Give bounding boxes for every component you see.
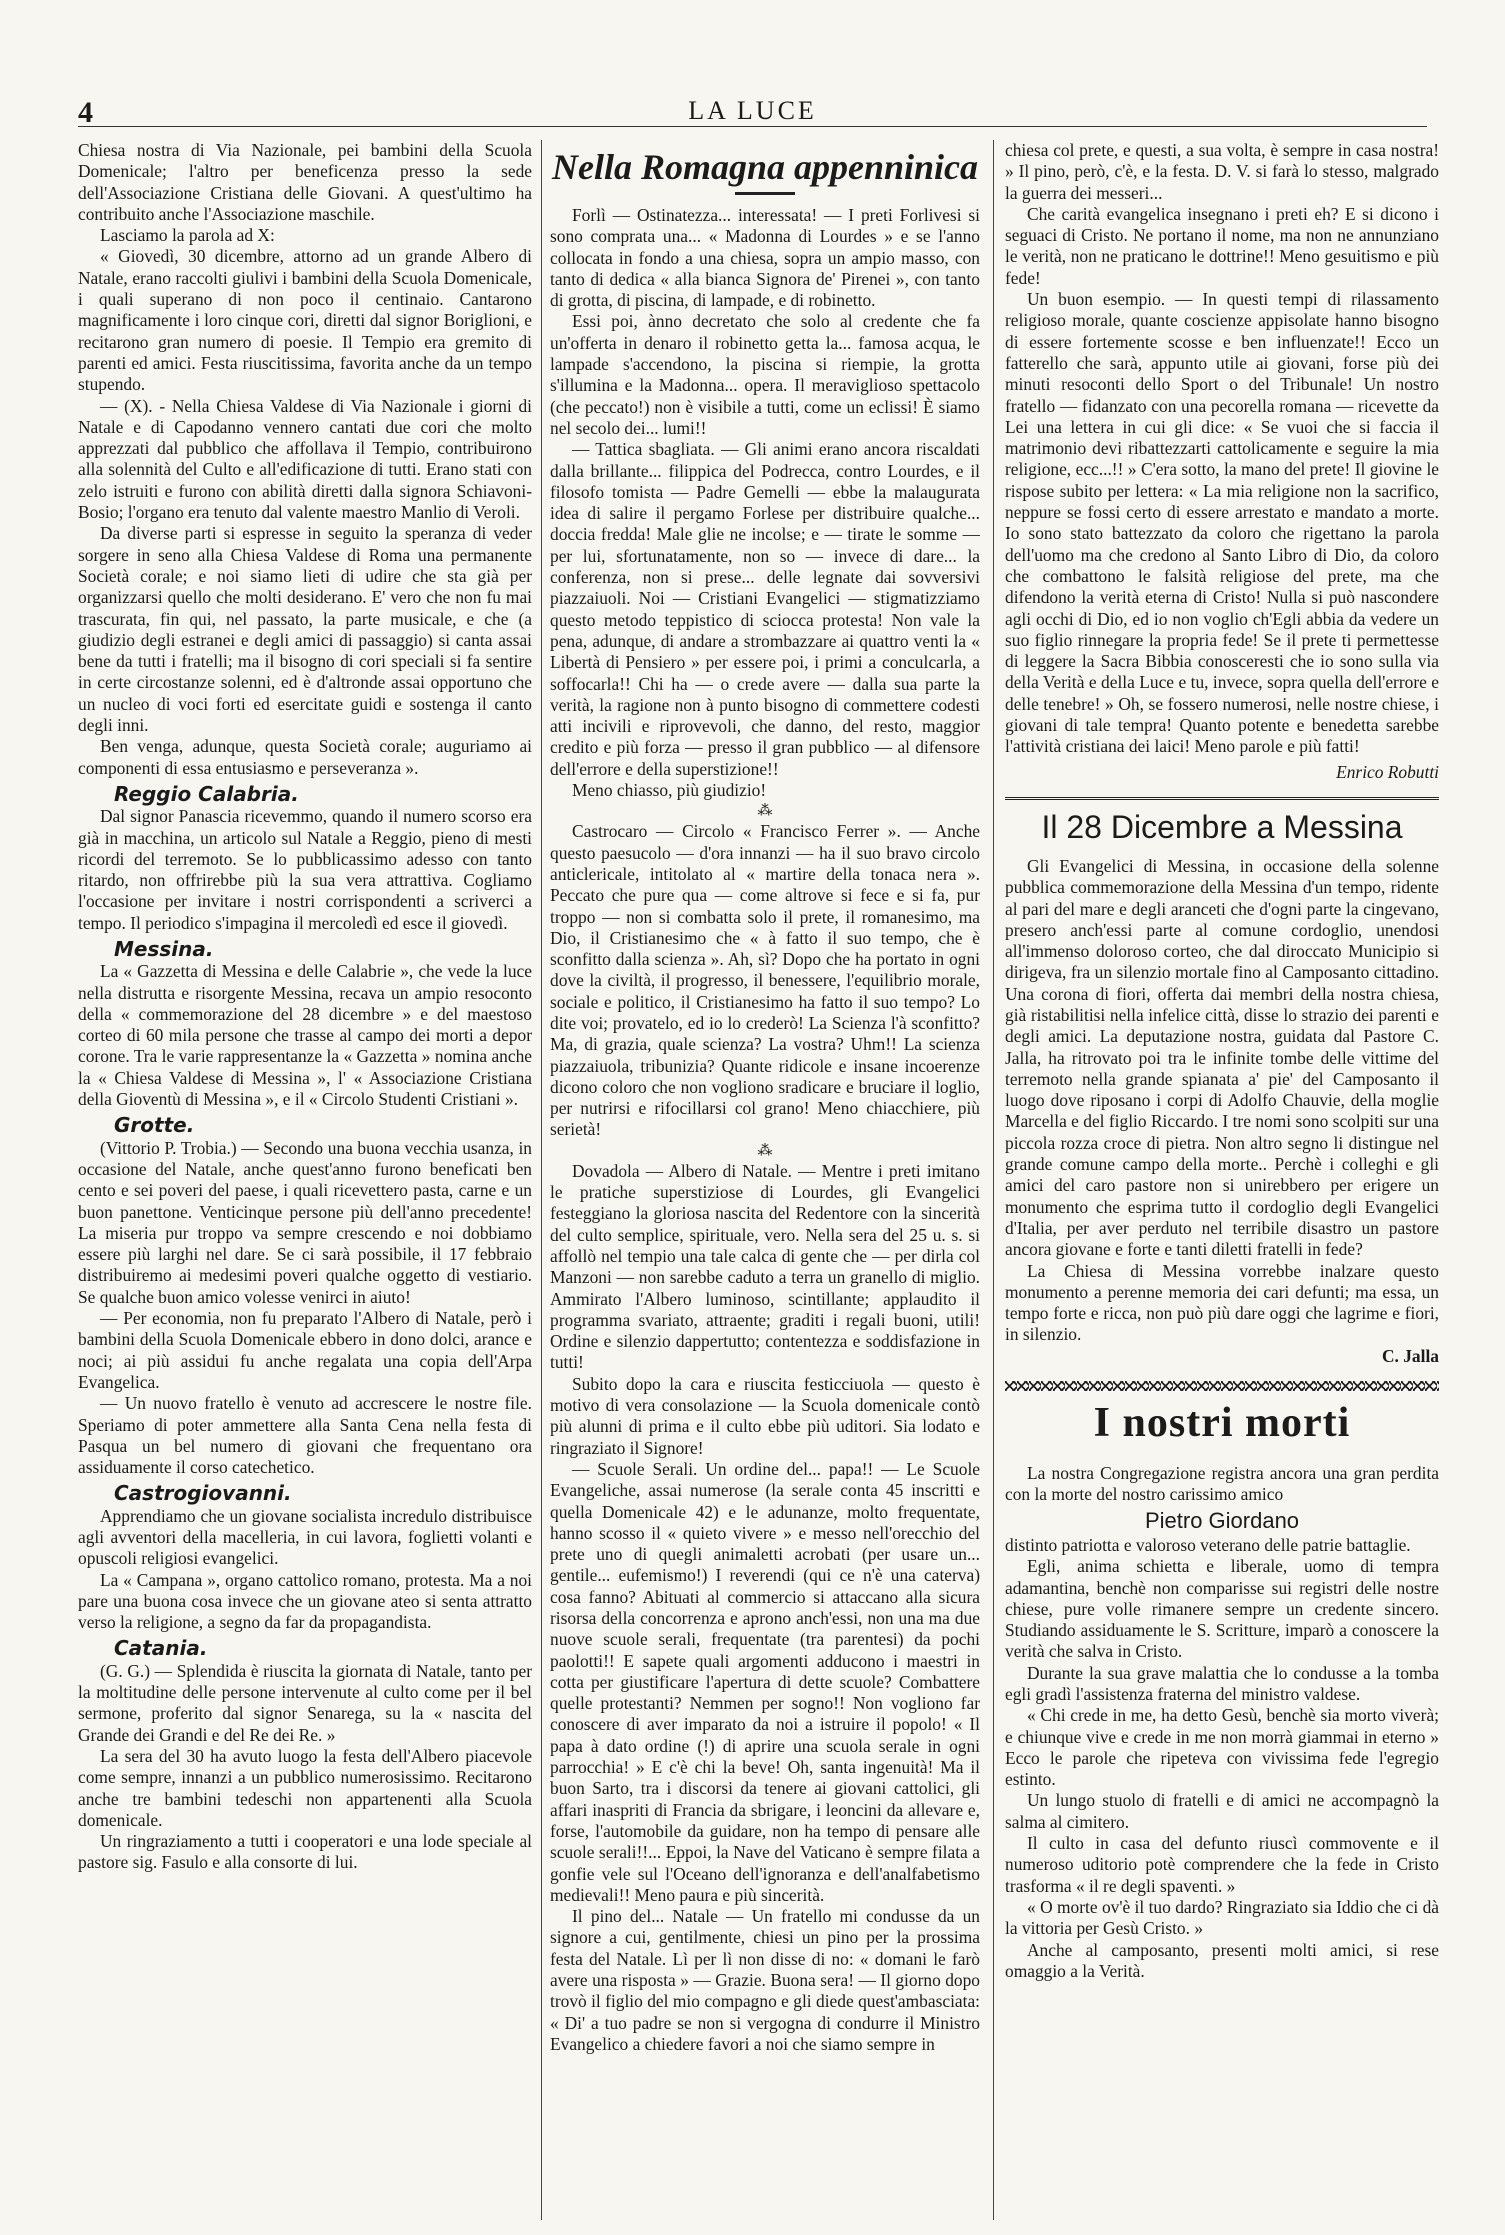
paragraph: — (X). - Nella Chiesa Valdese di Via Nazionale i giorni di Natale e di Capodanno vennero cantati due cori che molto apprezzati dal pubblico che affollava il Tempio, contribuirono alla solennità del Culto e all'edificazione di tutti. Erano stati con zelo istruiti e furono con abilità diretti dalla signora Schiavoni-Bosio; l'organo era tenuto dal valente maestro Manlio di Veroli. [78,395,532,523]
asterism-divider: ⁂ [757,803,773,820]
paragraph: Dal signor Panascia ricevemmo, quando il numero scorso era già in macchina, un articolo sul Natale a Reggio, pieno di mesti ricordi del terremoto. Se lo pubblicassimo adesso con tanto ritardo, non offrirebbe più la sua vera attrattiva. Cogliamo l'occasione per invitare i nostri corrispondenti a scriverci a tempo. Il periodico s'impagina il mercoledì ed esce il giovedì. [78,806,532,933]
paragraph: La « Gazzetta di Messina e delle Calabrie », che vede la luce nella distrutta e risorgente Messina, recava un ampio resoconto della « commemorazione del 28 dicembre » e del maestoso corteo di 60 mila persone che trasse al campo dei morti a depor corone. Tra le varie rappresentanze la « Gazzetta » nomina anche la « Chiesa Valdese di Messina », l' « Associazione Cristiana della Gioventù di Messina », e il « Circolo Studenti Cristiani ». [78,961,532,1110]
paragraph: Un lungo stuolo di fratelli e di amici ne accompagnò la salma al cimitero. [1005,1790,1439,1832]
page-header [78,96,1427,136]
paragraph: — Per economia, non fu preparato l'Albero di Natale, però i bambini della Scuola Domenicale ebbero in dono dolci, arance e noci; ai più assidui fu anche regalata una copia dell'Arpa Evangelica. [78,1308,532,1392]
paragraph: (Vittorio P. Trobia.) — Secondo una buona vecchia usanza, in occasione del Natale, anche quest'anno furono beneficati ben cento e sei poveri del paese, i quali ricevettero pasta, carne e un buon panettone. Venticinque persone più dell'anno precedente! La miseria pur troppo va sempre crescendo e noi dobbiamo essere più larghi nel dare. Se ci sarà possibile, il 17 febbraio distribuiremo ai medesimi poveri qualche oggetto di vestiario. Se qualche buon amico volesse venirci in aiuto! [78,1137,532,1307]
paragraph: chiesa col prete, e questi, a sua volta, è sempre in casa nostra! » Il pino, però, c'è, e la festa. D. V. si farà lo stesso, malgrado la guerra dei messeri... [1005,140,1439,203]
paragraph: Anche al camposanto, presenti molti amici, si rese omaggio a la Verità. [1005,1939,1439,1981]
paragraph: Forlì — Ostinatezza... interessata! — I preti Forlivesi si sono comprata una... « Madonna di Lourdes » e se l'anno collocata in fondo a una chiesa, sopra un ampio masso, con tanto di dedica « alla bianca Signora de' Pirenei », con tanto di grotta, di piscina, di lampade, e di robinetto. [550,205,980,311]
column-3 [1005,140,1439,2220]
section-subheading: Grotte. [114,1113,195,1138]
paragraph: — Scuole Serali. Un ordine del... papa!! — Le Scuole Evangeliche, assai numerose (la serale conta 45 inscritti e quella Domenicale 42) e le adunanze, molto frequentate, hanno scosso il « quieto vivere » e messo nell'orecchio del prete uno di quegli animaletti acrobati (per usare un... gentile... eufemismo!) I reverendi (qui ce n'è una caterva) cosa fanno? Abituati al commercio si attaccano alla sicura risorsa della concorrenza e aprono anch'essi, non una ma due nuove scuole serali, frequentate (tra parentesi) da pochi paolotti!! E sapete quali argomenti adducono i maestri in cotta per giustificare l'apertura di dette scuole? Combattere quelle protestanti? Nemmen per sogno!! Non vogliono far conoscere di aver imparato da noi a istruire il popolo! « Il papa à dato ordine (!) di aprire una scuola serale in ogni parrocchia! » E c'è chi la beve! Oh, santa ingenuità! Ma il buon Sarto, tra i discorsi da tenere ai giovani cattolici, gli affari inaspriti di Francia da sbrigare, i leoncini da allevare e, forse, l'automobile da guidare, non ha tempo di pensare alle scuole serali!!... Eppoi, la Nave del Vaticano è sempre filata a gonfie vele sul l'Oceano dell'ignoranza e dell'analfabetismo medievali!! Meno paura e più sincerità. [550,1458,980,1905]
deceased-name: Pietro Giordano [1144,1507,1300,1533]
paragraph: Gli Evangelici di Messina, in occasione della solenne pubblica commemorazione della Messina d'un tempo, ridente al pari del mare e degli aranceti che d'ogni parte la cingevano, presero anch'essi parte al comune cordoglio, unendosi all'immenso doloroso corteo, che dal diroccato Municipio si dirigeva, fra un silenzio mortale fino al Camposanto cittadino. Una corona di fiori, offerta dai membri della nostra chiesa, già ristabilitisi nella infelice città, disse lo strazio dei parenti e degli amici. La deputazione nostra, guidata dal Pastore C. Jalla, ha ritrovato poi tra le infinite tombe delle vittime del terremoto nella grande spianata a' pie' del Camposanto il luogo dove riposano i corpi di Adolfo Chauvie, della moglie Marcella e del figlio Riccardo. I tre nomi sono scolpiti sur una piccola rozza croce di pietra. Non altro segno li distingue nel grande comune campo della morte.. Perchè i colleghi e gli amici del caro pastore non si unirebbero per erigere un monumento che esprima tutto il cordoglio degli Evangelici d'Italia, per aver perduto nel terribile disastro un pastore ancora giovane e forte e tanti diletti fratelli in fede? [1005,855,1439,1260]
article-heading: Il 28 Dicembre a Messina [1041,808,1403,845]
section-subheading: Catania. [114,1636,208,1661]
column-1 [78,140,532,2220]
paragraph: Un buon esempio. — In questi tempi di rilassamento religioso morale, quante coscienze appisolate hanno bisogno di essere fortemente scosse e ben influenzate!! Ecco un fatterello che sarà, appunto utile ai giovani, forse più dei minuti resoconti dello Sport o del Tribunale! Un nostro fratello — fidanzato con una pecorella romana — ricevette da Lei una lettera in cui gli dice: « Se vuoi che si faccia il matrimonio devi ribattezzarti cattolicamente e seguire la mia religione, ecc...!! » C'era sotto, la mano del prete! Il giovine le rispose subito per lettera: « La mia religione non la sacrifico, neppure se fossi certo di essere arrestato e mandato a morte. Io sono stato battezzato da coloro che rigettano la parola dell'uomo ma che credono al Santo Libro di Dio, da coloro che combattono le falsità religiose del prete, ma che difendono la verità eterna di Cristo! Nulla si può nascondere agli occhi di Dio, ed io non voglio ch'Egli abbia da vedere un suo figlio rinnegare la propria fede! Se il prete ti permettesse di leggere la Sacra Bibbia conosceresti che io sono sulla via della Verità e della Luce e tu, invece, sopra quella dell'errore e delle tenebre! » Oh, se fossero numerosi, nelle nostre chiese, i giovani di tale tempra! Quanto potente e benedetta sarebbe l'attività cristiana dei laici! Meno parole e più fatti! [1005,289,1439,757]
paragraph: — Un nuovo fratello è venuto ad accrescere le nostre file. Speriamo di poter ammettere alla Santa Cena nella festa di Pasqua un bel numero di giovani che frequentano ora assiduamente il corso catechetico. [78,1393,532,1478]
paragraph: (G. G.) — Splendida è riuscita la giornata di Natale, tanto per la moltitudine delle persone intervenute al culto come per il bel sermone, proferito dal signor Senarega, su la « nascita del Grande dei Grandi e del Re dei Re. » [78,1660,532,1745]
newspaper-title: LA LUCE [688,96,817,125]
column-divider [993,140,994,2220]
paragraph: distinto patriotta e valoroso veterano delle patrie battaglie. [1005,1534,1411,1555]
author-signature: C. Jalla [1381,1345,1439,1366]
paragraph: Castrocaro — Circolo « Francisco Ferrer ». — Anche questo paesucolo — d'ora innanzi — ha il suo bravo circolo anticlericale, intitolato al « martire della tonaca nera ». Peccato che pure qua — come altrove si fece e si fa, pur troppo — non si combatta solo il prete, il romanesimo, ma Dio, il Cristianesimo che « à fatto il suo tempo, che è sconfitto dalla scienza ». Ah, sì? Dopo che ha portato in ogni dove la civiltà, il progresso, il benessere, l'equilibrio morale, sociale e politico, il Cristianesimo ha fatto il suo tempo? Lo dite voi; provatelo, ed io lo crederò! La Scienza l'à sconfitto? Ma, di grazia, quale scienza? La vostra? Uhm!! La scienza piazzaiuola, tribunizia? Quante ridicole e insane incoerenze dicono coloro che non vogliono sradicare e bruciare il loglio, per nutrirsi e rifocillarsi col grano! Meno chiacchiere, più serietà! [550,821,980,1140]
paragraph: La sera del 30 ha avuto luogo la festa dell'Albero piacevole come sempre, innanzi a un pubblico numerosissimo. Recitarono anche tre bambini tedeschi non appartenenti alla Scuola domenicale. [78,1745,532,1830]
paragraph: Meno chiasso, più giudizio! [572,780,767,801]
paragraph: Che carità evangelica insegnano i preti eh? E si dicono i seguaci di Cristo. Ne portano il nome, ma non ne annunziano le verità, non ne praticano le dottrine!! Meno gesuitismo e più fede! [1005,203,1439,288]
section-subheading: Reggio Calabria. [114,781,299,806]
paragraph: La nostra Congregazione registra ancora una gran perdita con la morte del nostro carissimo amico [1005,1463,1439,1505]
page-number: 4 [78,96,93,129]
paragraph: Durante la sua grave malattia che lo condusse a la tomba egli gradì l'assistenza fraterna del ministro valdese. [1005,1662,1439,1704]
section-rule [1005,797,1439,800]
article-heading: Nella Romagna appenninica [551,147,979,187]
paragraph: « Chi crede in me, ha detto Gesù, benchè sia morto viverà; e chiunque vive e crede in me non morrà giammai in eterno » Ecco le parole che ripeteva con vivissima fede l'egregio estinto. [1005,1705,1439,1790]
paragraph: Da diverse parti si espresse in seguito la speranza di veder sorgere in seno alla Chiesa Valdese di Roma una permanente Società corale; e noi siamo lieti di udire che sta già per organizzarsi quello che molti desiderano. E' vero che non fu mai trascurata, fin qui, nel passato, la parte musicale, e che (a giudizio degli estranei e degli amici di passaggio) si canta assai bene da tutti i fratelli; ma il bisogno di cori speciali si fa sentire in certe circostanze solenni, ed è d'altronde assai opportuno che un nucleo di voci forti ed esercitate guidi e sostenga il canto degli inni. [78,523,532,736]
paragraph: Un ringraziamento a tutti i cooperatori e una lode speciale al pastore sig. Fasulo e alla consorte di lui. [78,1831,532,1873]
paragraph: Dovadola — Albero di Natale. — Mentre i preti imitano le pratiche superstiziose di Lourdes, gli Evangelici festeggiano la gloriosa nascita del Redentore con la sincerità del culto semplice, spirituale, vero. Nella sera del 25 u. s. si affollò nel tempio una tale calca di gente che — per dirla col Manzoni — non sarebbe caduto a terra un granello di miglio. Ammirato l'Albero luminoso, scintillante; applaudito il programma svariato, attraente; graditi i regali buoni, utili! Ordine e silenzio dappertutto; contentezza e soddisfazione in tutti! [550,1160,980,1373]
paragraph: Il culto in casa del defunto riuscì commovente e il numeroso uditorio potè comprendere che la fede in Cristo trasforma « il re degli spaventi. » [1005,1833,1439,1896]
paragraph: Ben venga, adunque, questa Società corale; auguriamo ai componenti di essa entusiasmo e perseveranza ». [78,736,532,778]
decorative-rule [1005,1381,1439,1391]
paragraph: « O morte ov'è il tuo dardo? Ringraziato sia Iddio che ci dà la vittoria per Gesù Cristo. » [1005,1896,1439,1939]
paragraph: Subito dopo la cara e riuscita festicciuola — questo è motivo di vera consolazione — la Scuola domenicale contò più alunni di prima e il culto ebbe più uditori. Sia lodato e ringraziato il Signore! [550,1373,980,1458]
paragraph: — Tattica sbagliata. — Gli animi erano ancora riscaldati dalla brillante... filippica del Podrecca, contro Lourdes, e il filosofo tomista — Padre Gemelli — ebbe la malaugurata idea di salire il pergamo Forlese per distribuire qualche... doccia fredda! Male glie ne incolse; e — tirate le somme — per lui, sfortunatamente, non so — invece di dare... la conferenza, non si prese... delle legnate dai sovversivi piazzaiuoli. Noi — Cristiani Evangelici — stigmatizziamo questo metodo teppistico di sciocca protesta! Non vale la pena, adunque, di andare a strombazzare ai quattro venti la « Libertà di Pensiero » per essere poi, i primi a conculcarla, a soffocarla!! Chi ha — o crede avere — dalla sua parte la verità, la ragione non à punto bisogno di commettere codesti atti incivili e riprovevoli, che danno, del resto, maggior credito e più forza — presso il gran pubblico — al difensore dell'errore e della superstizione!! [550,439,980,779]
header-rule [78,126,1427,127]
column-2 [550,140,980,2220]
article-heading: I nostri morti [1093,1400,1351,1447]
paragraph: « Giovedì, 30 dicembre, attorno ad un grande Albero di Natale, erano raccolti giulivi i bambini della Scuola Domenicale, i quali superano di non poco il centinaio. Cantarono magnificamente i loro cinque cori, diretti dal signor Boriglioni, e recitarono gran numero di poesie. Il Tempio era gremito di parenti ed amici. Festa riuscitissima, favorita anche da un tempo stupendo. [78,246,532,395]
paragraph: Il pino del... Natale — Un fratello mi condusse da un signore a cui, gentilmente, chiesi un pino per la prossima festa del Natale. Lì per lì non disse di no: « domani le farò avere una risposta » — Grazie. Buona sera! — Il giorno dopo trovò il figlio del mio compagno e gli diede quest'ambasciata: « Di' a tuo padre se non si vergogna di condurre il Ministro Evangelico a chiedere favori a noi che siamo sempre in [550,1906,980,2054]
paragraph: Egli, anima schietta e liberale, uomo di tempra adamantina, benchè non comparisse sui registri delle nostre chiese, pure volle rimanere sempre un credente sincero. Studiando assiduamente le S. Scritture, imparò a conoscere la verità che salva in Cristo. [1005,1556,1439,1662]
column-divider [541,140,542,2220]
paragraph: La Chiesa di Messina vorrebbe inalzare questo monumento a perenne memoria dei cari defunti; ma essa, un tempo forte e ricca, non può più dare oggi che lagrime e fiori, in silenzio. [1005,1260,1439,1345]
heading-rule [735,192,795,195]
author-signature: Enrico Robutti [1336,761,1439,782]
paragraph: Apprendiamo che un giovane socialista incredulo distribuisce agli avventori della macelleria, in cui lavora, foglietti volanti e opuscoli religiosi evangelici. [78,1505,532,1569]
section-subheading: Castrogiovanni. [114,1481,292,1506]
paragraph: Chiesa nostra di Via Nazionale, pei bambini della Scuola Domenicale; l'altro per beneficenza presso la sede dell'Associazione Cristiana delle Giovani. A quest'ultimo ha contribuito anche l'Associazione maschile. [78,140,532,224]
asterism-divider: ⁂ [757,1142,773,1159]
section-subheading: Messina. [114,936,214,961]
paragraph: La « Campana », organo cattolico romano, protesta. Ma a noi pare una buona cosa invece che un giovane ateo si senta attratto verso la religione, a segno da far da propagandista. [78,1569,532,1633]
paragraph: Lasciamo la parola ad X: [100,225,275,246]
paragraph: Essi poi, ànno decretato che solo al credente che fa un'offerta in denaro il robinetto getta la... famosa acqua, le lampade s'accendono, la piscina si riempie, la grotta s'illumina e la Madonna... opera. Il meraviglioso spettacolo (che peccato!) non è visibile a tutti, come un eclissi! È siamo nel secolo dei... lumi!! [550,311,980,438]
